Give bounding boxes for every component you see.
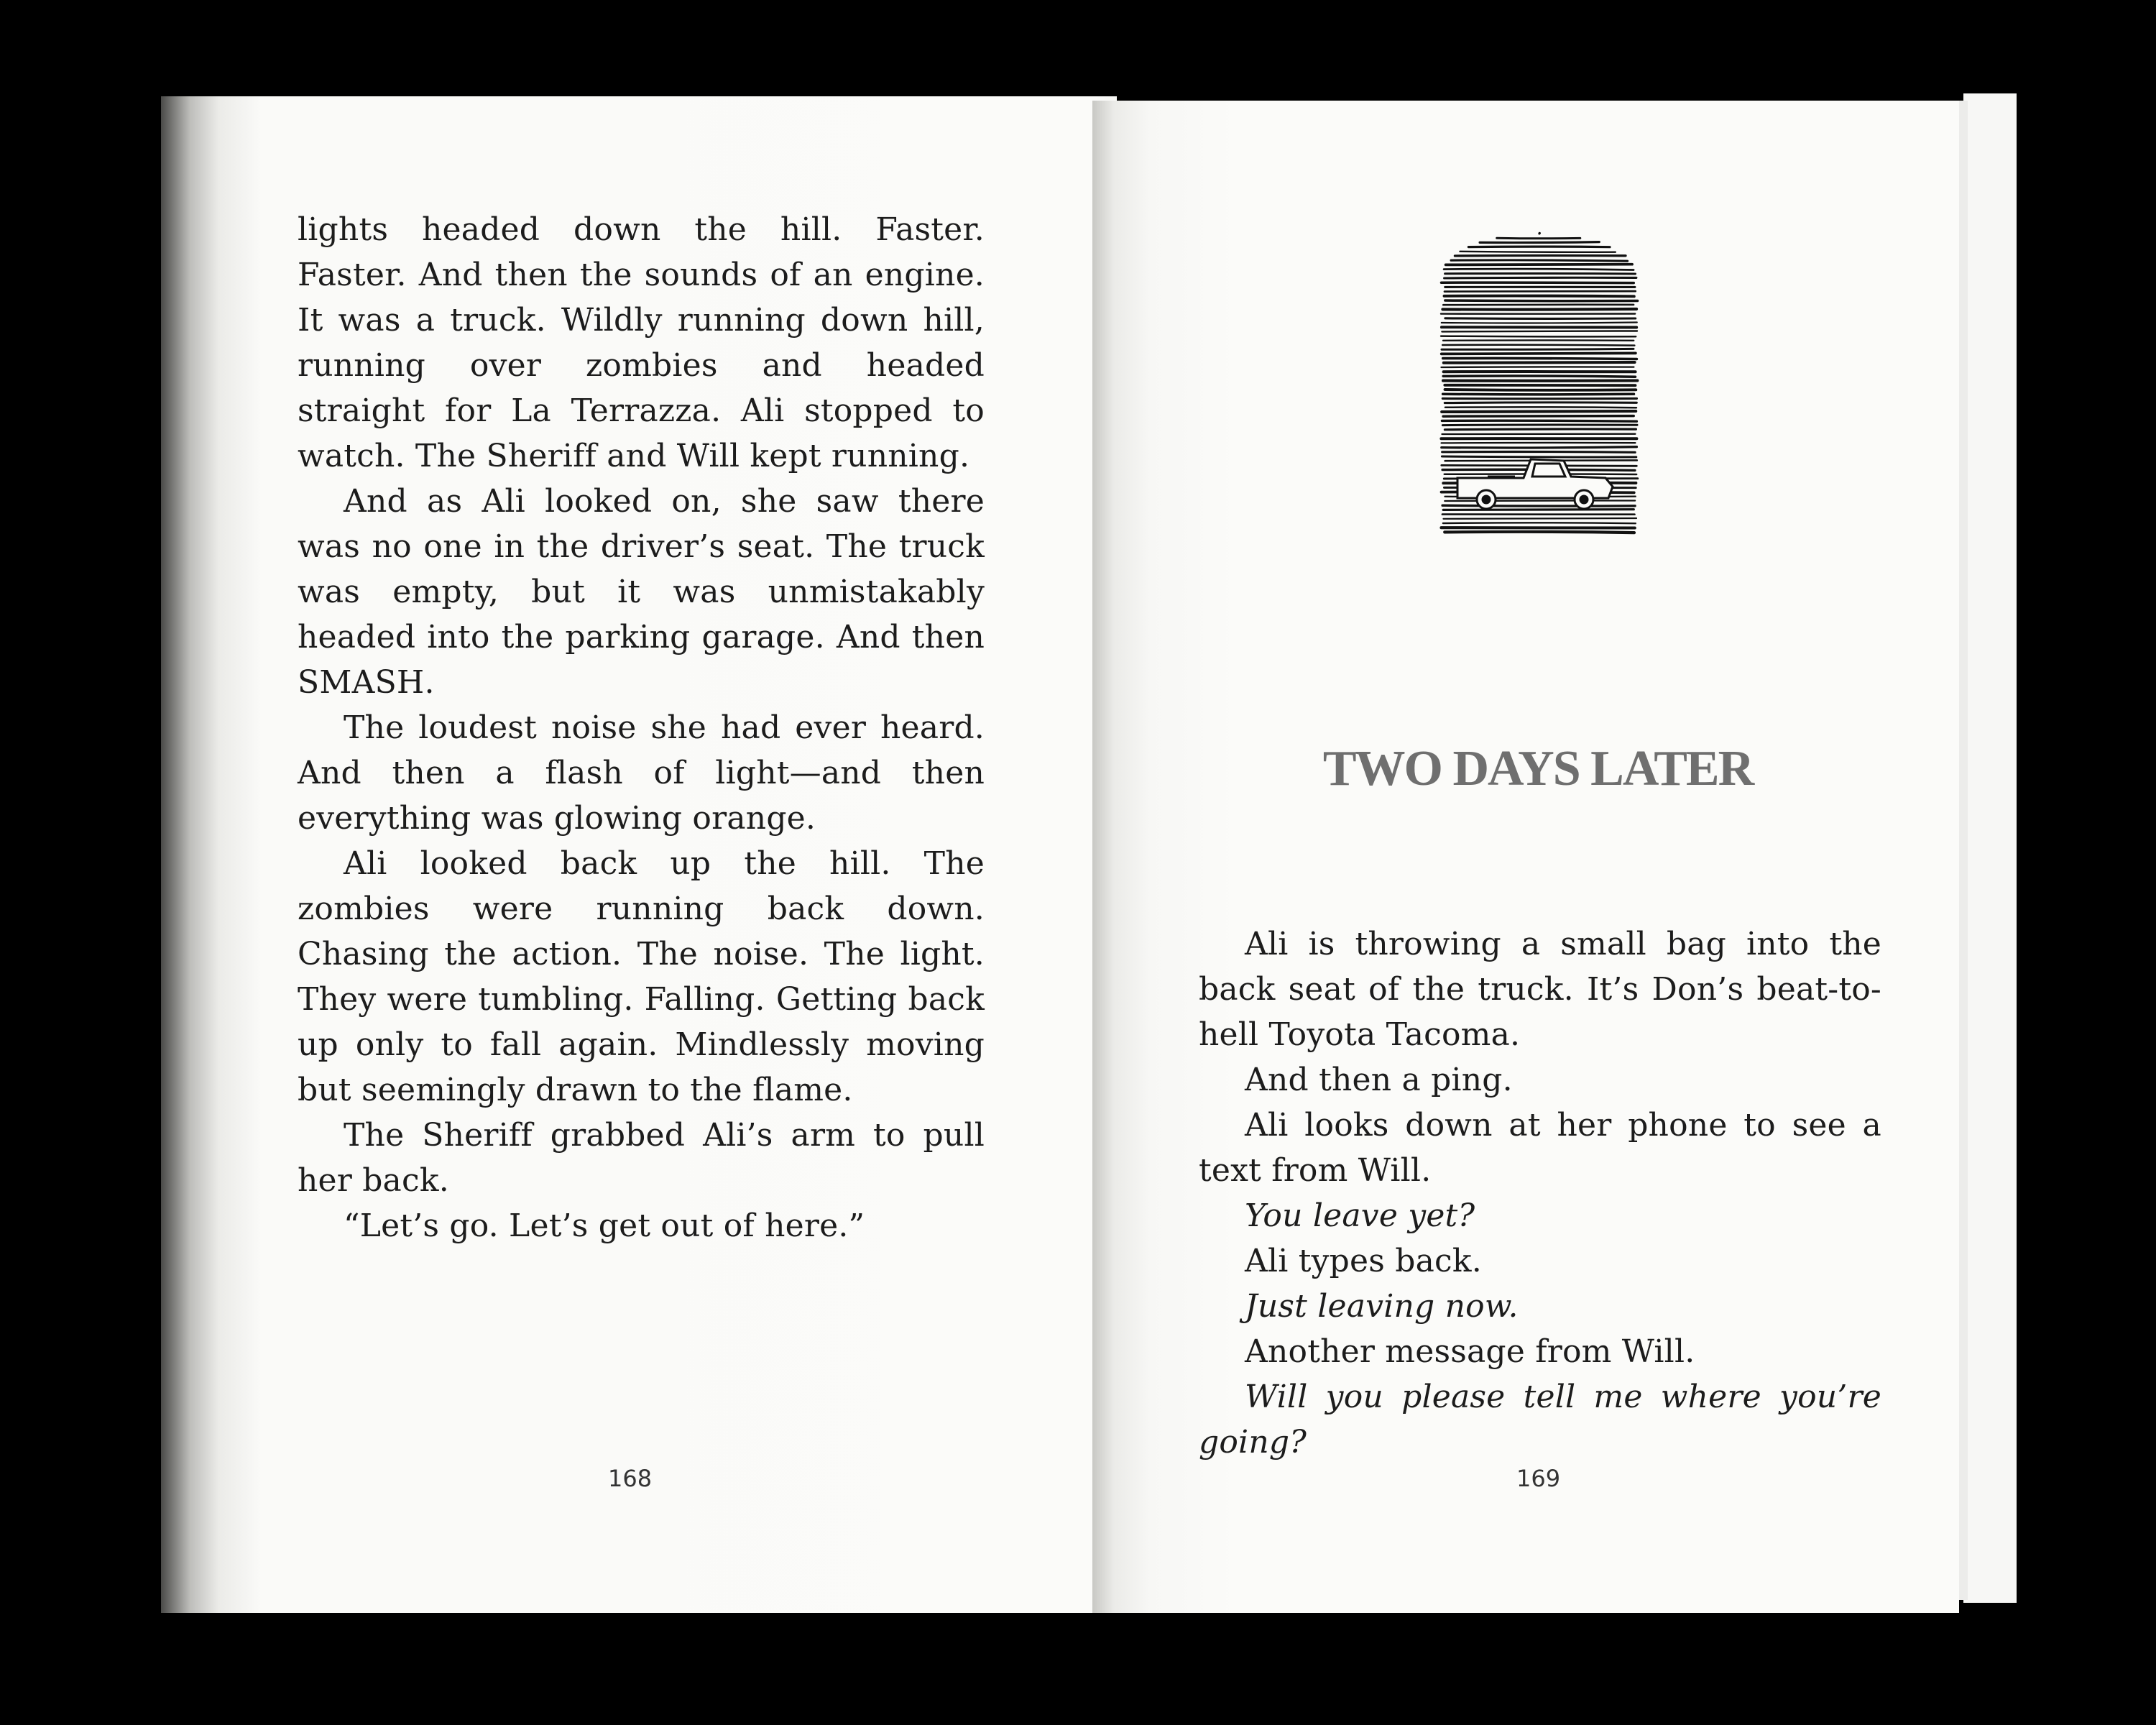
paragraph: Ali looks down at her phone to see a text from Will.: [1199, 1107, 1881, 1189]
paragraph: Ali types back.: [1245, 1243, 1482, 1279]
page-number-left: 168: [608, 1465, 653, 1492]
paragraph: And as Ali looked on, she saw there was no one in the driver’s seat. The truck was empty, but it was unmistakably headed into the parking garage. And then SMASH.: [298, 483, 985, 701]
paragraph: And then a ping.: [1245, 1062, 1513, 1098]
paragraph: Will you please tell me where you’re going?: [1199, 1379, 1881, 1460]
paragraph: Just leaving now.: [1245, 1288, 1519, 1325]
chapter-title: TWO DAYS LATER: [1322, 741, 1754, 796]
page-number-right: 169: [1516, 1465, 1561, 1492]
paragraph: The loudest noise she had ever heard. And then a flash of light—and then everything was glowing orange.: [298, 709, 985, 837]
paragraph: “Let’s go. Let’s get out of here.”: [344, 1208, 865, 1244]
paragraph: The Sheriff grabbed Ali’s arm to pull her back.: [298, 1117, 985, 1199]
paragraph: lights headed down the hill. Faster. Faster. And then the sounds of an engine. It was a truck. Wildly running down hill, running over zombies and headed straight for La Terrazza. Ali stopped to watch. The Sheriff and Will kept running.: [298, 211, 985, 474]
left-page-body: [298, 207, 985, 1248]
paragraph: Ali looked back up the hill. The zombies were running back down. Chasing the action. The noise. The light. They were tumbling. Falling. Getting back up only to fall again. Mindlessly moving but seemingly drawn to the flame.: [298, 845, 985, 1108]
truck-illustration: [1430, 219, 1646, 550]
paragraph: Ali is throwing a small bag into the back seat of the truck. It’s Don’s beat-to-hell Toyota Tacoma.: [1199, 926, 1881, 1053]
paragraph: You leave yet?: [1245, 1197, 1475, 1234]
page-edges: [1963, 93, 2017, 1603]
right-page-body: [1199, 921, 1881, 1465]
paragraph: Another message from Will.: [1245, 1333, 1695, 1370]
